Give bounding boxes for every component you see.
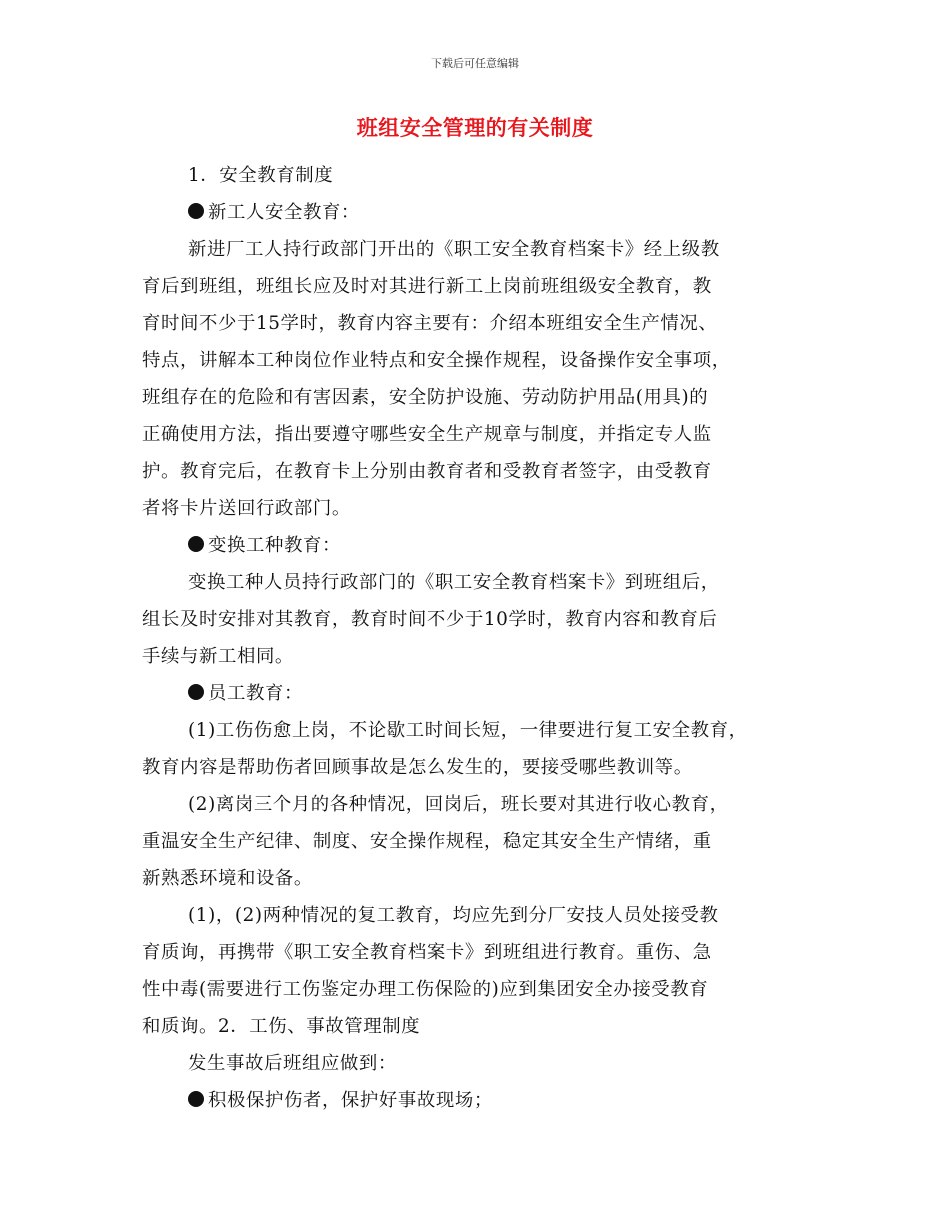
bullet-text: 员工教育： <box>208 683 303 704</box>
paragraph-line: 护。教育完后，在教育卡上分别由教育者和受教育者签字，由受教育 <box>142 461 712 482</box>
bullet-heading <box>142 527 822 564</box>
bullet-icon <box>188 203 204 219</box>
paragraph-line: 变换工种人员持行政部门的《职工安全教育档案卡》到班组后， <box>188 572 720 593</box>
paragraph-line: 新进厂工人持行政部门开出的《职工安全教育档案卡》经上级教 <box>188 239 720 260</box>
paragraph-line: 新熟悉环境和设备。 <box>142 868 313 889</box>
paragraph-line: 和质询。2．工伤、事故管理制度 <box>142 1016 421 1037</box>
paragraph-line: 性中毒(需要进行工伤鉴定办理工伤保险的)应到集团安全办接受教育 <box>142 979 709 1000</box>
paragraph-line: 育时间不少于15学时，教育内容主要有：介绍本班组安全生产情况、 <box>142 313 718 334</box>
document-title: 班组安全管理的有关制度 <box>356 116 594 140</box>
paragraph-line: (2)离岗三个月的各种情况，回岗后，班长要对其进行收心教育， <box>188 794 729 815</box>
bullet-heading <box>142 194 822 231</box>
bullet-text: 变换工种教育： <box>208 535 341 556</box>
paragraph-line: 重温安全生产纪律、制度、安全操作规程，稳定其安全生产情绪，重 <box>142 831 712 852</box>
paragraph-line: 育质询，再携带《职工安全教育档案卡》到班组进行教育。重伤、急 <box>142 942 712 963</box>
paragraph-line: 班组存在的危险和有害因素，安全防护设施、劳动防护用品(用具)的 <box>142 387 709 408</box>
paragraph-line: 组长及时安排对其教育，教育时间不少于10学时，教育内容和教育后 <box>142 609 718 630</box>
header-note: 下载后可任意编辑 <box>431 57 519 70</box>
bullet-icon <box>188 1091 204 1107</box>
section-heading: 1．安全教育制度 <box>188 165 334 186</box>
bullet-text: 新工人安全教育： <box>208 202 360 223</box>
bullet-icon <box>188 684 204 700</box>
paragraph-line: 特点，讲解本工种岗位作业特点和安全操作规程，设备操作安全事项， <box>142 350 731 371</box>
bullet-heading <box>142 675 822 712</box>
bullet-text: 积极保护伤者，保护好事故现场； <box>208 1090 493 1111</box>
paragraph-line: (1)，(2)两种情况的复工教育，均应先到分厂安技人员处接受教 <box>188 905 719 926</box>
bullet-icon <box>188 536 204 552</box>
document-body <box>142 157 822 1119</box>
paragraph-line: 育后到班组，班组长应及时对其进行新工上岗前班组级安全教育，教 <box>142 276 712 297</box>
bullet-heading <box>142 1082 822 1119</box>
paragraph-line: 正确使用方法，指出要遵守哪些安全生产规章与制度，并指定专人监 <box>142 424 712 445</box>
paragraph-line: 发生事故后班组应做到： <box>188 1053 397 1074</box>
paragraph-line: 手续与新工相同。 <box>142 646 294 667</box>
paragraph-line: 教育内容是帮助伤者回顾事故是怎么发生的，要接受哪些教训等。 <box>142 757 693 778</box>
paragraph-line: 者将卡片送回行政部门。 <box>142 498 351 519</box>
paragraph-line: (1)工伤伤愈上岗，不论歇工时间长短，一律要进行复工安全教育， <box>188 720 748 741</box>
